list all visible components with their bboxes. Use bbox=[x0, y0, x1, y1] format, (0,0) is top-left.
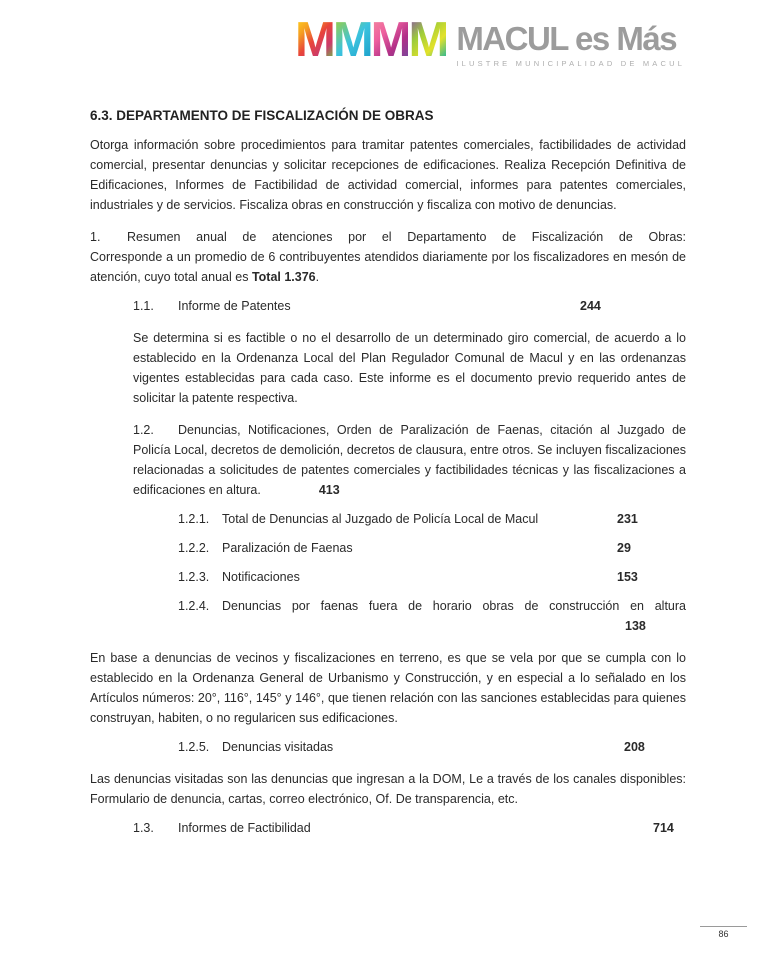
logo-text bbox=[456, 20, 685, 68]
summary-item bbox=[90, 227, 686, 287]
item-label: 1.2.5. bbox=[178, 740, 210, 754]
list-item-paralizacion-faenas bbox=[178, 538, 686, 558]
item-value: 714 bbox=[653, 821, 674, 835]
document-body bbox=[90, 108, 686, 838]
item-denuncias-paragraph bbox=[133, 420, 686, 500]
item-value: 231 bbox=[617, 512, 638, 526]
item-label: 1.2.2. bbox=[178, 541, 210, 555]
section-heading: 6.3. DEPARTAMENTO DE FISCALIZACIÓN DE OBRAS bbox=[90, 108, 434, 123]
list-item-denuncias-fuera-horario bbox=[178, 596, 686, 636]
page-number: 86 bbox=[718, 929, 729, 939]
municipality-logo bbox=[295, 13, 686, 78]
logo-monogram bbox=[295, 13, 447, 67]
denuncias-visitadas-paragraph: Las denuncias visitadas son las denuncias que ingresan a la DOM, Le a través de los canales disponibles: Formulario de denuncia, cartas, correo electrónico, Of. De transparencia, etc. bbox=[90, 772, 686, 806]
item-text: Denuncias, Notificaciones, Orden de Paralización de Faenas, citación al Juzgado de Policía Local, decretos de demolición, decretos de clausura, entre otros. Se incluyen fiscalizaciones relacionadas a solicitudes de patentes comerciales y factibilidades técnicas y las fiscalizaciones a edificaciones en altura. bbox=[133, 423, 686, 497]
list-item-total-denuncias bbox=[178, 509, 686, 529]
summary-rest-text: Corresponde a un promedio de 6 contribuyentes atendidos diariamente por los fiscalizadores en mesón de atención, cuyo total anual es bbox=[90, 250, 686, 284]
logo-letter-m-2: M bbox=[332, 13, 371, 67]
item-value: 29 bbox=[617, 541, 631, 555]
item-text: Denuncias visitadas bbox=[222, 740, 334, 754]
item-label: 1.3. bbox=[133, 821, 154, 835]
item-label: 1.2.1. bbox=[178, 512, 210, 526]
summary-total-value: Total 1.376 bbox=[251, 270, 316, 284]
logo-letter-m-1: M bbox=[295, 13, 333, 67]
patentes-description-paragraph: Se determina si es factible o no el desarrollo de un determinado giro comercial, de acuerdo a lo establecido en la Ordenanza Local del Plan Regulador Comunal de Macul y en las ordenanzas vigentes establecidas para cada caso. Este informe es el documento previo requerido antes de solicitar la patente respectiva. bbox=[133, 331, 686, 405]
summary-number: 1. bbox=[90, 230, 101, 244]
logo-row bbox=[295, 13, 686, 68]
item-value: 413 bbox=[318, 483, 340, 497]
summary-rest bbox=[90, 247, 686, 287]
item-text: Denuncias por faenas fuera de horario obras de construcción en altura bbox=[222, 599, 686, 613]
item-value: 153 bbox=[617, 570, 638, 584]
logo-title: MACUL es Más bbox=[456, 20, 677, 57]
item-value: 208 bbox=[624, 740, 645, 754]
logo-letter-m-3: M bbox=[370, 13, 409, 67]
item-label: 1.2. bbox=[133, 423, 154, 437]
item-text: Paralización de Faenas bbox=[222, 541, 353, 555]
summary-first-line bbox=[90, 227, 686, 247]
logo-letter-m-4: M bbox=[408, 13, 447, 67]
page-footer bbox=[700, 926, 747, 939]
item-text: Informes de Factibilidad bbox=[178, 821, 311, 835]
logo-subtitle: ILUSTRE MUNICIPALIDAD DE MACUL bbox=[456, 59, 686, 68]
item-label: 1.1. bbox=[133, 299, 154, 313]
list-item-denuncias-visitadas bbox=[178, 737, 686, 757]
item-text-line bbox=[178, 596, 686, 616]
item-label: 1.2.3. bbox=[178, 570, 210, 584]
item-value: 244 bbox=[580, 299, 601, 313]
list-item-notificaciones bbox=[178, 567, 686, 587]
list-item-informe-patentes bbox=[133, 296, 686, 316]
intro-paragraph: Otorga información sobre procedimientos para tramitar patentes comerciales, factibilidades de actividad comercial, presentar denuncias y solicitar recepciones de edificaciones. Realiza Recepción Definitiva de Edificaciones, Informes de Factibilidad de actividad comercial, informes para patentes comerciales, industriales y de servicios. Fiscaliza obras en construcción y fiscaliza con motivo de denuncias. bbox=[90, 138, 686, 212]
item-label: 1.2.4. bbox=[178, 599, 210, 613]
item-text: Informe de Patentes bbox=[178, 299, 291, 313]
enbase-paragraph: En base a denuncias de vecinos y fiscalizaciones en terreno, es que se vela por que se cumpla con lo establecido en la Ordenanza General de Urbanismo y Construcción, y en especial a lo señalado en los Artículos números: 20°, 116°, 145° y 146°, que tienen relación con las sanciones establecidas para quienes construyan, habiten, o no regularicen sus edificaciones. bbox=[90, 651, 686, 725]
list-item-informes-factibilidad bbox=[133, 818, 686, 838]
summary-line1-text: Resumen anual de atenciones por el Departamento de Fiscalización de Obras: bbox=[127, 230, 686, 244]
item-text: Notificaciones bbox=[222, 570, 300, 584]
item-value: 138 bbox=[625, 619, 646, 633]
summary-suffix: . bbox=[315, 270, 320, 284]
item-text: Total de Denuncias al Juzgado de Policía Local de Macul bbox=[222, 512, 539, 526]
